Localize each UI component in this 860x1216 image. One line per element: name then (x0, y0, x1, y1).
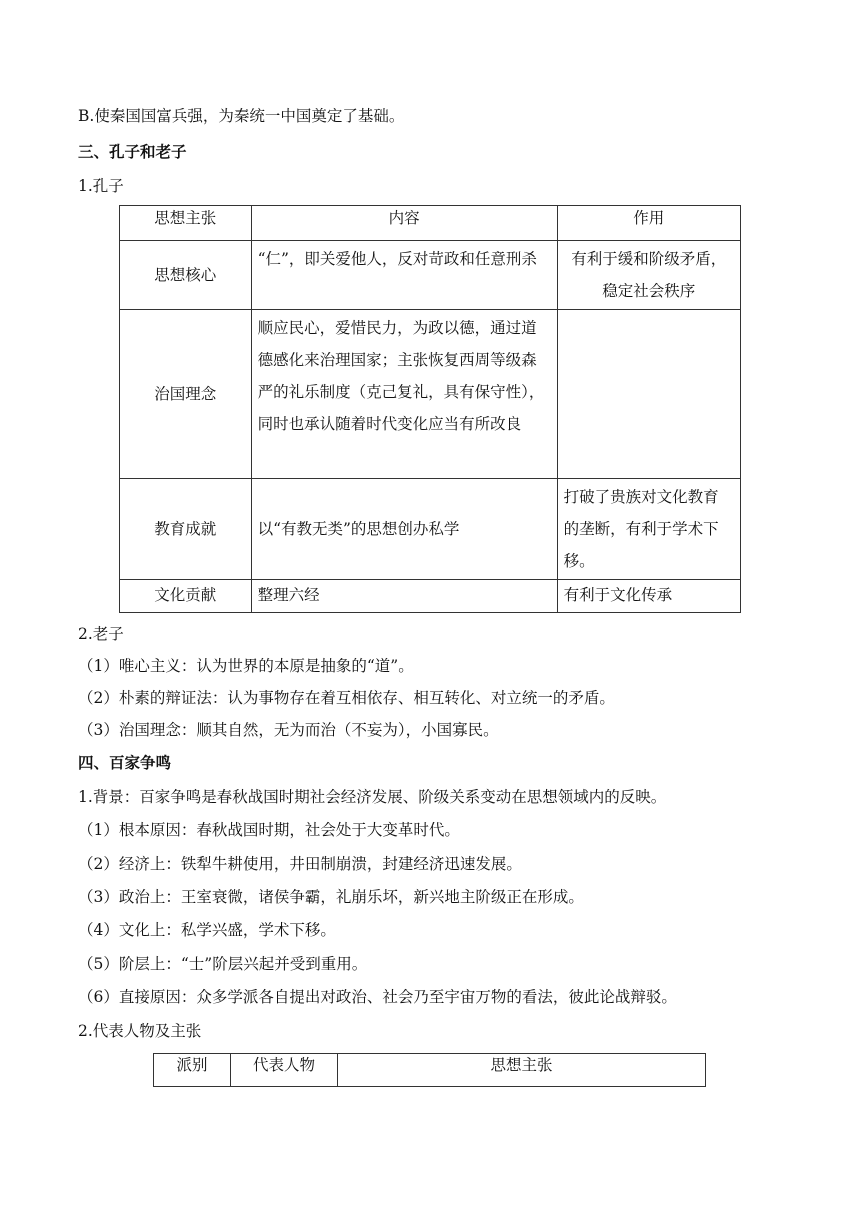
table-row (120, 310, 741, 479)
table-header-cell: 内容 (251, 206, 557, 241)
background-point-6: （6）直接原因：众多学派各自提出对政治、社会乃至宇宙万物的看法，彼此论战辩驳。 (78, 988, 677, 1006)
table-cell-content: 整理六经 (251, 580, 557, 613)
laozi-point-1: （1）唯心主义：认为世界的本原是抽象的“道”。 (78, 657, 414, 675)
table-header-row (120, 206, 741, 241)
table-header-cell: 思想主张 (338, 1054, 706, 1087)
table-cell-name: 思想核心 (120, 241, 252, 310)
table-header-row (154, 1054, 706, 1087)
table-cell-name: 治国理念 (120, 310, 252, 479)
table-header-cell: 思想主张 (120, 206, 252, 241)
table-row (120, 241, 741, 310)
table-cell-name: 教育成就 (120, 479, 252, 580)
background-text: 1.背景：百家争鸣是春秋战国时期社会经济发展、阶级关系变动在思想领域内的反映。 (78, 788, 667, 806)
table-cell-content: 以“有教无类”的思想创办私学 (251, 479, 557, 580)
background-point-3: （3）政治上：王室衰微，诸侯争霸，礼崩乐坏，新兴地主阶级正在形成。 (78, 888, 584, 906)
section-4-heading: 四、百家争鸣 (78, 754, 172, 772)
section-3-heading: 三、孔子和老子 (78, 143, 187, 161)
representatives-subheading: 2.代表人物及主张 (78, 1022, 202, 1040)
table-cell-effect (557, 310, 740, 479)
background-point-5: （5）阶层上：“士”阶层兴起并受到重用。 (78, 955, 368, 973)
table-cell-effect: 打破了贵族对文化教育的垄断，有利于学术下移。 (557, 479, 740, 580)
laozi-point-3: （3）治国理念：顺其自然，无为而治（不妄为），小国寡民。 (78, 721, 499, 739)
option-b-text: B.使秦国国富兵强，为秦统一中国奠定了基础。 (78, 107, 405, 125)
background-point-4: （4）文化上：私学兴盛，学术下移。 (78, 921, 336, 939)
table-cell-content: 顺应民心，爱惜民力，为政以德，通过道德感化来治理国家；主张恢复西周等级森严的礼乐制度（克己复礼，具有保守性），同时也承认随着时代变化应当有所改良 (251, 310, 557, 479)
table-header-cell: 派别 (154, 1054, 231, 1087)
kongzi-table (119, 205, 741, 613)
background-point-2: （2）经济上：铁犁牛耕使用，井田制崩溃，封建经济迅速发展。 (78, 855, 522, 873)
table-cell-content: “仁”，即关爱他人，反对苛政和任意刑杀 (251, 241, 557, 310)
background-point-1: （1）根本原因：春秋战国时期，社会处于大变革时代。 (78, 821, 460, 839)
table-header-cell: 代表人物 (231, 1054, 338, 1087)
table-cell-effect: 有利于文化传承 (557, 580, 740, 613)
table-row (120, 580, 741, 613)
schools-table (153, 1053, 706, 1087)
table-cell-effect: 有利于缓和阶级矛盾，稳定社会秩序 (557, 241, 740, 310)
table-row (120, 479, 741, 580)
table-header-cell: 作用 (557, 206, 740, 241)
table-cell-name: 文化贡献 (120, 580, 252, 613)
laozi-point-2: （2）朴素的辩证法：认为事物存在着互相依存、相互转化、对立统一的矛盾。 (78, 689, 615, 707)
laozi-subheading: 2.老子 (78, 625, 124, 643)
kongzi-subheading: 1.孔子 (78, 177, 124, 195)
